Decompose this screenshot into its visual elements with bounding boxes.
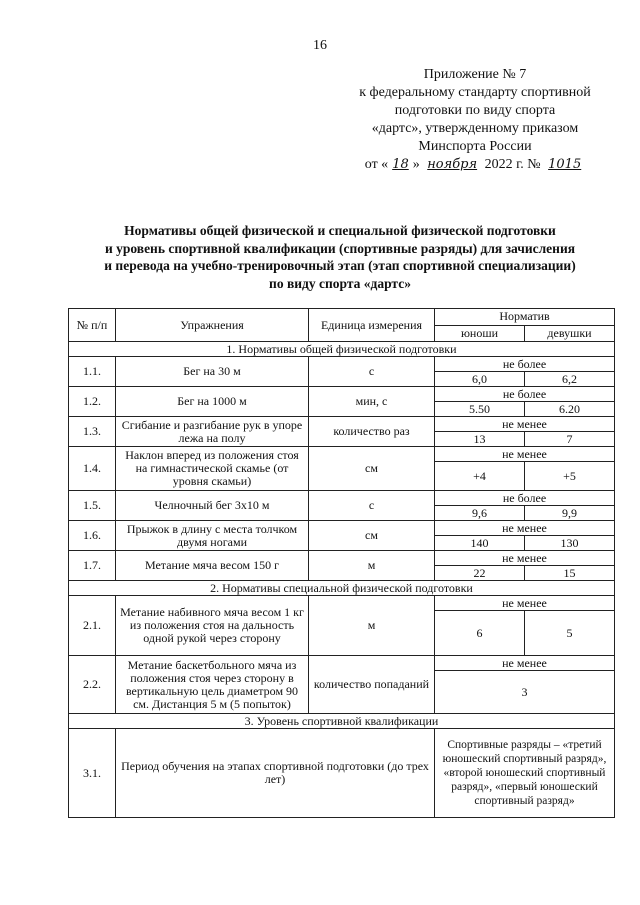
date-mid: » (412, 157, 420, 172)
title-line: и уровень спортивной квалификации (спортивные разряды) для зачисления (104, 240, 576, 256)
value-girls: 5 (525, 611, 615, 656)
row-exercise: Период обучения на этапах спортивной подготовки (до трех лет) (116, 729, 435, 818)
value-boys: 13 (435, 432, 525, 447)
row-num: 1.5. (69, 491, 116, 521)
norms-table (68, 308, 615, 818)
document-title (60, 222, 620, 292)
value-girls: 15 (525, 566, 615, 581)
value-boys: 9,6 (435, 506, 525, 521)
table-row (69, 596, 615, 611)
row-num: 2.2. (69, 656, 116, 714)
table-row (69, 447, 615, 462)
value-boys: 140 (435, 536, 525, 551)
value-girls: 6,2 (525, 372, 615, 387)
row-exercise: Прыжок в длину с места толчком двумя ногами (116, 521, 309, 551)
section-title: 2. Нормативы специальной физической подготовки (69, 581, 615, 596)
value-girls: +5 (525, 462, 615, 491)
header-exercise: Упражнения (116, 309, 309, 342)
section-row (69, 714, 615, 729)
page-number: 16 (313, 38, 327, 53)
row-condition: не менее (435, 521, 615, 536)
value-girls: 130 (525, 536, 615, 551)
row-unit: м (309, 551, 435, 581)
table-row (69, 729, 615, 818)
row-num: 2.1. (69, 596, 116, 656)
table-row (69, 521, 615, 536)
row-exercise: Метание мяча весом 150 г (116, 551, 309, 581)
row-num: 1.3. (69, 417, 116, 447)
row-unit: количество раз (309, 417, 435, 447)
row-condition: не более (435, 357, 615, 372)
value-boys: 6 (435, 611, 525, 656)
row-exercise: Бег на 1000 м (116, 387, 309, 417)
row-num: 1.2. (69, 387, 116, 417)
value-boys: 6,0 (435, 372, 525, 387)
section-title: 1. Нормативы общей физической подготовки (69, 342, 615, 357)
appendix-line: к федеральному стандарту спортивной (359, 85, 591, 100)
row-num: 1.1. (69, 357, 116, 387)
value-girls: 9,9 (525, 506, 615, 521)
row-num: 1.6. (69, 521, 116, 551)
header-row (69, 309, 615, 326)
date-prefix: от « (364, 157, 389, 172)
row-condition: не менее (435, 596, 615, 611)
row-condition: не более (435, 491, 615, 506)
row-condition: не менее (435, 447, 615, 462)
value-girls: 6.20 (525, 402, 615, 417)
table-row (69, 491, 615, 506)
header-girls: девушки (525, 325, 615, 342)
row-condition: не менее (435, 656, 615, 671)
value-both: Спортивные разряды – «третий юношеский спортивный разряд», «второй юношеский спортивный разряд», «первый юношеский спортивный разряд» (435, 729, 615, 818)
appendix-line: «дартс», утвержденному приказом (371, 121, 579, 136)
section-row (69, 581, 615, 596)
value-boys: 5.50 (435, 402, 525, 417)
appendix-header (330, 66, 620, 174)
table-row (69, 357, 615, 372)
row-num: 1.4. (69, 447, 116, 491)
row-exercise: Метание баскетбольного мяча из положения стоя через сторону в вертикальную цель диаметром 90 см. Дистанция 5 м (5 попыток) (116, 656, 309, 714)
row-unit: с (309, 491, 435, 521)
row-unit: см (309, 447, 435, 491)
handwritten-month: ноября (427, 157, 478, 172)
section-title: 3. Уровень спортивной квалификации (69, 714, 615, 729)
handwritten-day: 18 (392, 157, 409, 172)
header-norm: Норматив (435, 309, 615, 326)
appendix-line: Минспорта России (418, 139, 532, 154)
appendix-date-line (330, 156, 620, 174)
section-row (69, 342, 615, 357)
title-line: Нормативы общей физической и специальной физической подготовки (124, 223, 556, 238)
row-unit: м (309, 596, 435, 656)
row-num: 3.1. (69, 729, 116, 818)
row-unit: количество попаданий (309, 656, 435, 714)
row-exercise: Наклон вперед из положения стоя на гимнастической скамье (от уровня скамьи) (116, 447, 309, 491)
row-num: 1.7. (69, 551, 116, 581)
row-exercise: Сгибание и разгибание рук в упоре лежа на полу (116, 417, 309, 447)
value-boys: 22 (435, 566, 525, 581)
appendix-line: подготовки по виду спорта (394, 103, 556, 118)
row-unit: с (309, 357, 435, 387)
title-line: и перевода на учебно-тренировочный этап (этап спортивной специализации) (104, 258, 576, 273)
date-year: 2022 г. № (484, 157, 541, 172)
row-condition: не более (435, 387, 615, 402)
table-row (69, 551, 615, 566)
value-both: 3 (435, 671, 615, 714)
table-row (69, 656, 615, 671)
row-condition: не менее (435, 417, 615, 432)
title-line: по виду спорта «дартс» (269, 275, 411, 291)
table-row (69, 417, 615, 432)
row-exercise: Метание набивного мяча весом 1 кг из положения стоя на дальность одной рукой через сторону (116, 596, 309, 656)
table-row (69, 387, 615, 402)
handwritten-number: 1015 (548, 157, 582, 172)
header-num: № п/п (69, 309, 116, 342)
row-condition: не менее (435, 551, 615, 566)
header-unit: Единица измерения (309, 309, 435, 342)
header-boys: юноши (435, 325, 525, 342)
row-exercise: Челночный бег 3х10 м (116, 491, 309, 521)
value-boys: +4 (435, 462, 525, 491)
row-unit: мин, с (309, 387, 435, 417)
row-exercise: Бег на 30 м (116, 357, 309, 387)
value-girls: 7 (525, 432, 615, 447)
appendix-line: Приложение № 7 (423, 67, 527, 82)
row-unit: см (309, 521, 435, 551)
